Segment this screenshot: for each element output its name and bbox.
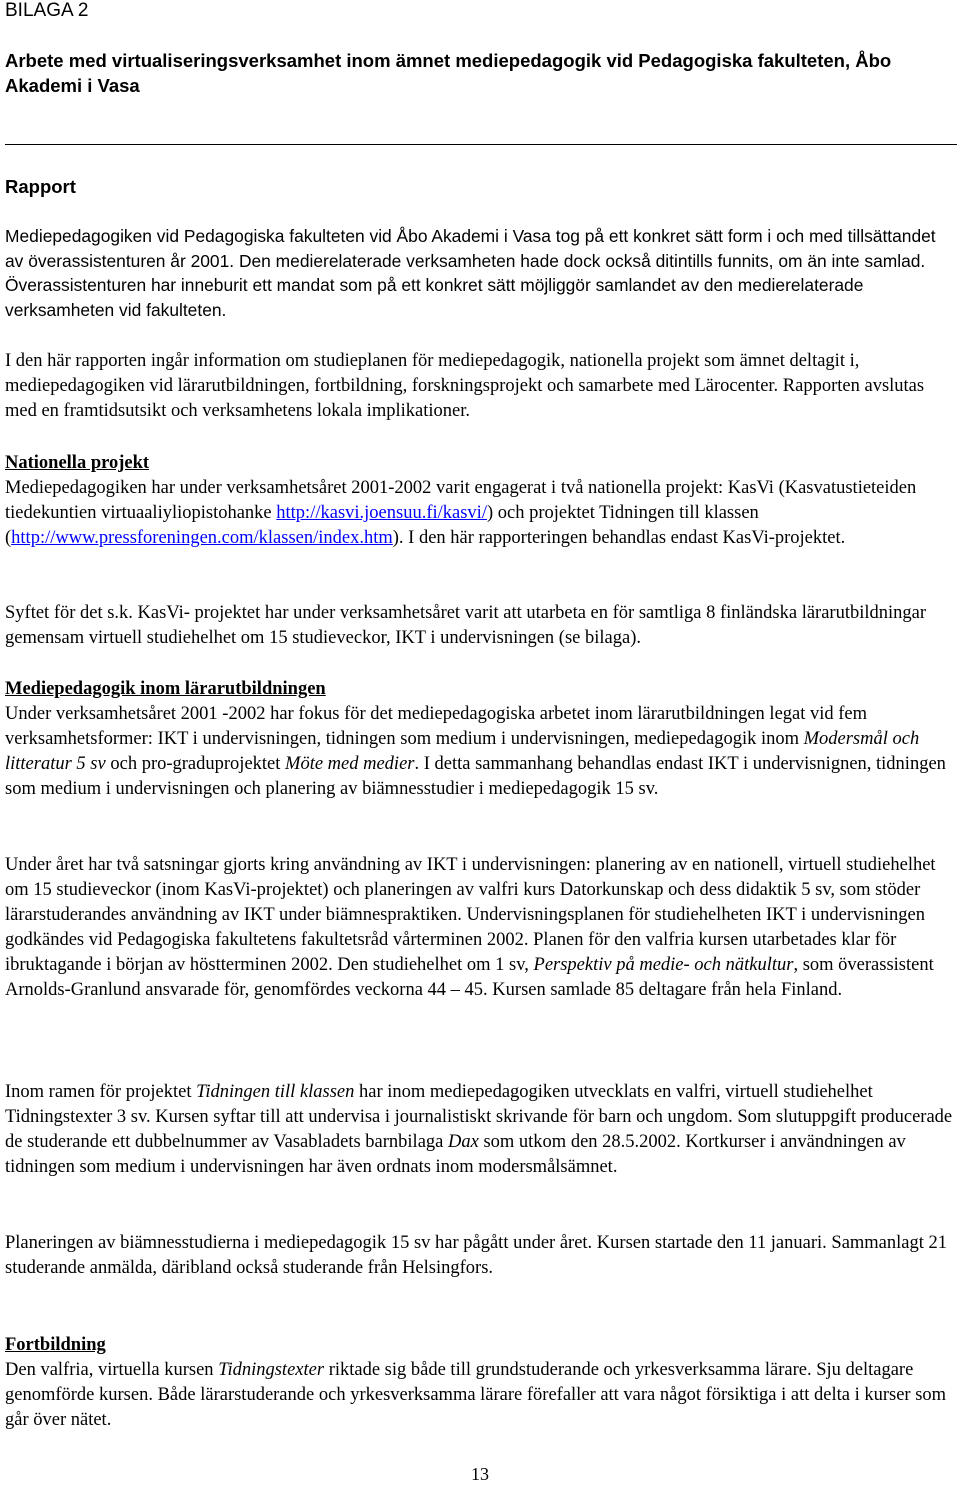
nationella-heading — [5, 451, 959, 476]
larar-p1-italic-2: Möte med medier — [285, 754, 415, 774]
larar-p1-italic-1: Modersmål och litteratur 5 sv — [5, 729, 920, 774]
larar-p3-c: som utkom den 28.5.2002. Kortkurser i användningen av tidningen som medium i undervisningen har även ordnats inom modersmålsämnet. — [5, 1132, 906, 1177]
nationella-text-3: ). I den här rapporteringen behandlas endast KasVi-projektet. — [392, 528, 846, 548]
larar-paragraph-4: Planeringen av biämnesstudierna i mediepedagogik 15 sv har pågått under året. Kursen startade den 11 januari. Sammanlagt 21 studerande anmälda, däribland också studerande från Helsingfors. — [5, 1233, 948, 1278]
larar-paragraph-2 — [5, 853, 959, 1003]
larar-p3-a: Inom ramen för projektet — [5, 1082, 197, 1102]
fortbildning-p1-italic: Tidningstexter — [218, 1360, 325, 1380]
rapport-paragraph-1: Mediepedagogiken vid Pedagogiska fakulteten vid Åbo Akademi i Vasa tog på ett konkret sätt form i och med tillsättandet av överassistenturen år 2001. Den medierelaterade verksamheten hade dock också ditintills funnits, om än inte samlad. Överassistenturen har inneburit ett mandat som på ett konkret sätt möjliggör samlandet av den medierelaterade verksamheten vid fakulteten. — [5, 226, 936, 320]
larar-p1-c: . I detta sammanhang behandlas endast IKT i undervisnignen, tidningen som medium i undervisningen och planering av biämnesstudier i mediepedagogik 15 sv. — [5, 754, 946, 799]
nationella-text-2: ) och projektet Tidningen till klassen ( — [5, 503, 759, 548]
larar-heading — [5, 677, 959, 702]
rapport-paragraph-2: I den här rapporten ingår information om studieplanen för mediepedagogik, nationella projekt som ämnet deltagit i, mediepedagogiken vid lärarutbildningen, fortbildning, forskningsprojekt och samarbete med Lärocenter. Rapporten avslutas med en framtidsutsikt och verksamhetens lokala implikationer. — [5, 351, 925, 421]
pressforeningen-link[interactable]: http://www.pressforeningen.com/klassen/index.htm — [11, 528, 393, 548]
larar-p3-italic-2: Dax — [448, 1132, 479, 1152]
fortbildning-p1-b: riktade sig både till grundstuderande och yrkesverksamma lärare. Sju deltagare genomförde kursen. Både lärarstuderande och yrkesverksamma lärare förefaller att vara något försiktiga i att delta i kurser som går över nätet. — [5, 1360, 947, 1430]
fortbildning-paragraph — [5, 1358, 959, 1433]
larar-p1-a: Under verksamhetsåret 2001 -2002 har fokus för det mediepedagogiska arbetet inom lärarutbildningen legat vid fem verksamhetsformer: IKT i undervisningen, tidningen som medium i undervisningen, mediepedagogik inom — [5, 704, 868, 749]
larar-paragraph-1 — [5, 702, 959, 802]
nationella-text-1: Mediepedagogiken har under verksamhetsåret 2001-2002 varit engagerat i två nationella projekt: KasVi (Kasvatustieteiden tiedekuntien virtuaaliyliopistohanke — [5, 478, 917, 523]
larar-p1-b: och pro-graduprojektet — [105, 754, 286, 774]
larar-p3-italic-1: Tidningen till klassen — [196, 1082, 355, 1102]
larar-p2-a: Under året har två satsningar gjorts kring användning av IKT i undervisningen: planering av en nationell, virtuell studiehelhet om 15 studieveckor (inom KasVi-projektet) och planeringen av valfri kurs Datorkunskap och dess didaktik 5 sv, som stöder lärarstuderandes användning av IKT under biämnespraktiken. Undervisningsplanen för studiehelheten IKT i undervisningen godkändes vid Pedagogiska fakultetens fakultetsråd vårterminen 2002. Planen för den valfria kursen utarbetades klar för ibruktagande i början av höstterminen 2002. Den studiehelhet om 1 sv, — [5, 855, 936, 975]
larar-p2-b: , som överassistent Arnolds-Granlund ansvarade för, genomfördes veckorna 44 – 45. Kursen samlade 85 deltagare från hela Finland. — [5, 955, 934, 1000]
rapport-heading: Rapport — [5, 176, 76, 197]
larar-paragraph-3 — [5, 1080, 959, 1180]
page-number: 13 — [471, 1464, 489, 1484]
document-title: Arbete med virtualiseringsverksamhet inom ämnet mediepedagogik vid Pedagogiska fakulteten, Åbo Akademi i Vasa — [5, 50, 892, 96]
kasvi-link[interactable]: http://kasvi.joensuu.fi/kasvi/ — [276, 503, 487, 523]
larar-p3-b: har inom mediepedagogiken utvecklats en valfri, virtuell studiehelhet Tidningstexter 3 sv. Kursen syftar till att undervisa i journalistiskt skrivande för barn och ungdom. Som slutuppgift producerade de studerande ett dubbelnummer av Vasabladets barnbilaga — [5, 1082, 953, 1152]
nationella-paragraph-1 — [5, 476, 959, 551]
nationella-paragraph-2: Syftet för det s.k. KasVi- projektet har under verksamhetsåret varit att utarbeta en för samtliga 8 finländska lärarutbildningar gemensam virtuell studiehelhet om 15 studieveckor, IKT i undervisningen (se bilaga). — [5, 603, 927, 648]
fortbildning-heading-text: Fortbildning — [5, 1335, 106, 1355]
larar-heading-text: Mediepedagogik inom lärarutbildningen — [5, 679, 326, 699]
horizontal-rule — [5, 144, 957, 145]
fortbildning-p1-a: Den valfria, virtuella kursen — [5, 1360, 219, 1380]
nationella-heading-text: Nationella projekt — [5, 453, 150, 473]
fortbildning-heading — [5, 1333, 959, 1358]
larar-p2-italic: Perspektiv på medie- och nätkultur — [533, 955, 794, 975]
attachment-label: BILAGA 2 — [5, 0, 89, 21]
